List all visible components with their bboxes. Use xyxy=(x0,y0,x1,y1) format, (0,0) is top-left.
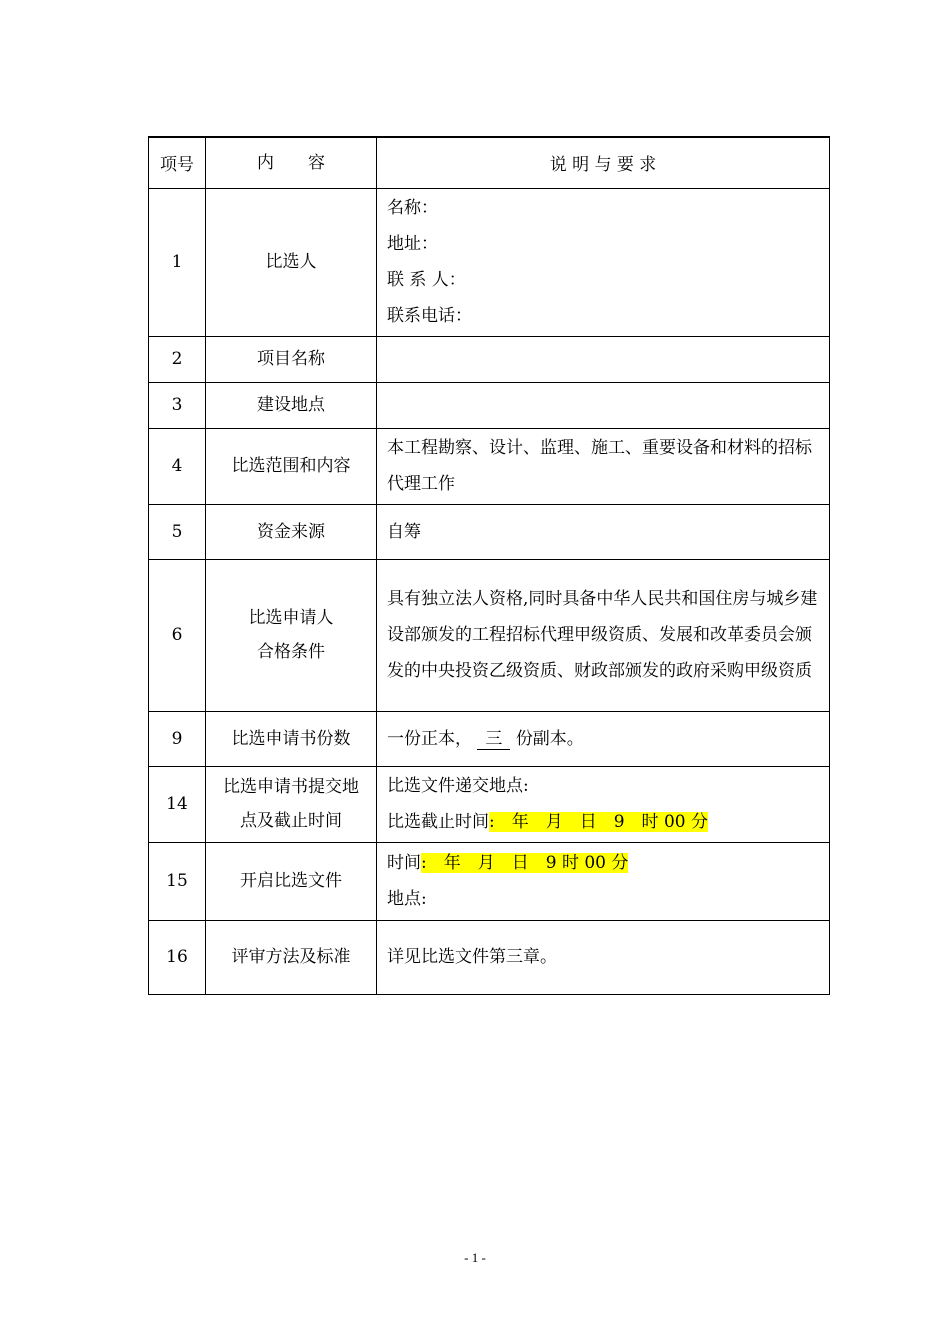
header-item-no: 项号 xyxy=(149,137,206,188)
item-description: 详见比选文件第三章。 xyxy=(377,920,830,994)
deadline-label: 比选截止时间 xyxy=(387,812,489,832)
submission-place: 比选文件递交地点: xyxy=(387,776,529,796)
content-line: 比选申请人 xyxy=(248,608,334,628)
opening-time-line xyxy=(387,845,821,881)
table-row xyxy=(149,559,830,711)
content-line: 比选申请书提交地 xyxy=(223,777,359,797)
item-description xyxy=(377,382,830,428)
item-content xyxy=(206,559,377,711)
table-row xyxy=(149,382,830,428)
item-no: 16 xyxy=(149,920,206,994)
item-no: 5 xyxy=(149,504,206,559)
header-description: 说 明 与 要 求 xyxy=(377,137,830,188)
opening-time: : 年 月 日 9 时 00 分 xyxy=(421,853,629,873)
copies-suffix: 份副本。 xyxy=(515,728,584,749)
table-row xyxy=(149,428,830,504)
page-number: - 1 - xyxy=(464,1250,486,1265)
item-no: 14 xyxy=(149,766,206,842)
table-row xyxy=(149,504,830,559)
item-content: 比选申请书份数 xyxy=(206,711,377,766)
header-content: 内 容 xyxy=(206,137,377,188)
item-no: 9 xyxy=(149,711,206,766)
item-description xyxy=(377,711,830,766)
item-no: 15 xyxy=(149,842,206,920)
item-content: 建设地点 xyxy=(206,382,377,428)
item-content: 比选人 xyxy=(206,188,377,336)
desc-line: 联系电话： xyxy=(387,306,472,326)
item-no: 6 xyxy=(149,559,206,711)
item-description xyxy=(377,842,830,920)
item-content: 评审方法及标准 xyxy=(206,920,377,994)
item-no: 1 xyxy=(149,188,206,336)
item-description: 自筹 xyxy=(377,504,830,559)
table-row xyxy=(149,920,830,994)
item-description: 具有独立法人资格,同时具备中华人民共和国住房与城乡建设部颁发的工程招标代理甲级资质、发展和改革委员会颁发的中央投资乙级资质、财政部颁发的政府采购甲级资质 xyxy=(377,559,830,711)
desc-line: 名称： xyxy=(387,198,438,218)
item-description: 本工程勘察、设计、监理、施工、重要设备和材料的招标代理工作 xyxy=(377,428,830,504)
item-content: 项目名称 xyxy=(206,336,377,382)
item-content: 开启比选文件 xyxy=(206,842,377,920)
item-no: 4 xyxy=(149,428,206,504)
item-content: 比选范围和内容 xyxy=(206,428,377,504)
deadline-time: : 年 月 日 9 时 00 分 xyxy=(489,812,708,832)
opening-time-label: 时间 xyxy=(387,853,421,873)
item-content xyxy=(206,766,377,842)
content-line: 合格条件 xyxy=(257,642,325,662)
table-row xyxy=(149,842,830,920)
table-row xyxy=(149,711,830,766)
copies-count: 三 xyxy=(477,729,510,750)
table-row xyxy=(149,336,830,382)
item-no: 3 xyxy=(149,382,206,428)
table-row xyxy=(149,188,830,336)
item-description xyxy=(377,766,830,842)
item-description xyxy=(377,336,830,382)
table-header-row xyxy=(149,137,830,188)
content-line: 点及截止时间 xyxy=(240,811,342,831)
opening-place: 地点: xyxy=(387,889,427,909)
copies-prefix: 一份正本， xyxy=(387,728,472,749)
item-description xyxy=(377,188,830,336)
item-content: 资金来源 xyxy=(206,504,377,559)
item-no: 2 xyxy=(149,336,206,382)
deadline-line xyxy=(387,804,821,840)
requirements-table xyxy=(148,136,830,995)
desc-line: 地址： xyxy=(387,234,438,254)
table-row xyxy=(149,766,830,842)
desc-line: 联 系 人： xyxy=(387,270,466,290)
